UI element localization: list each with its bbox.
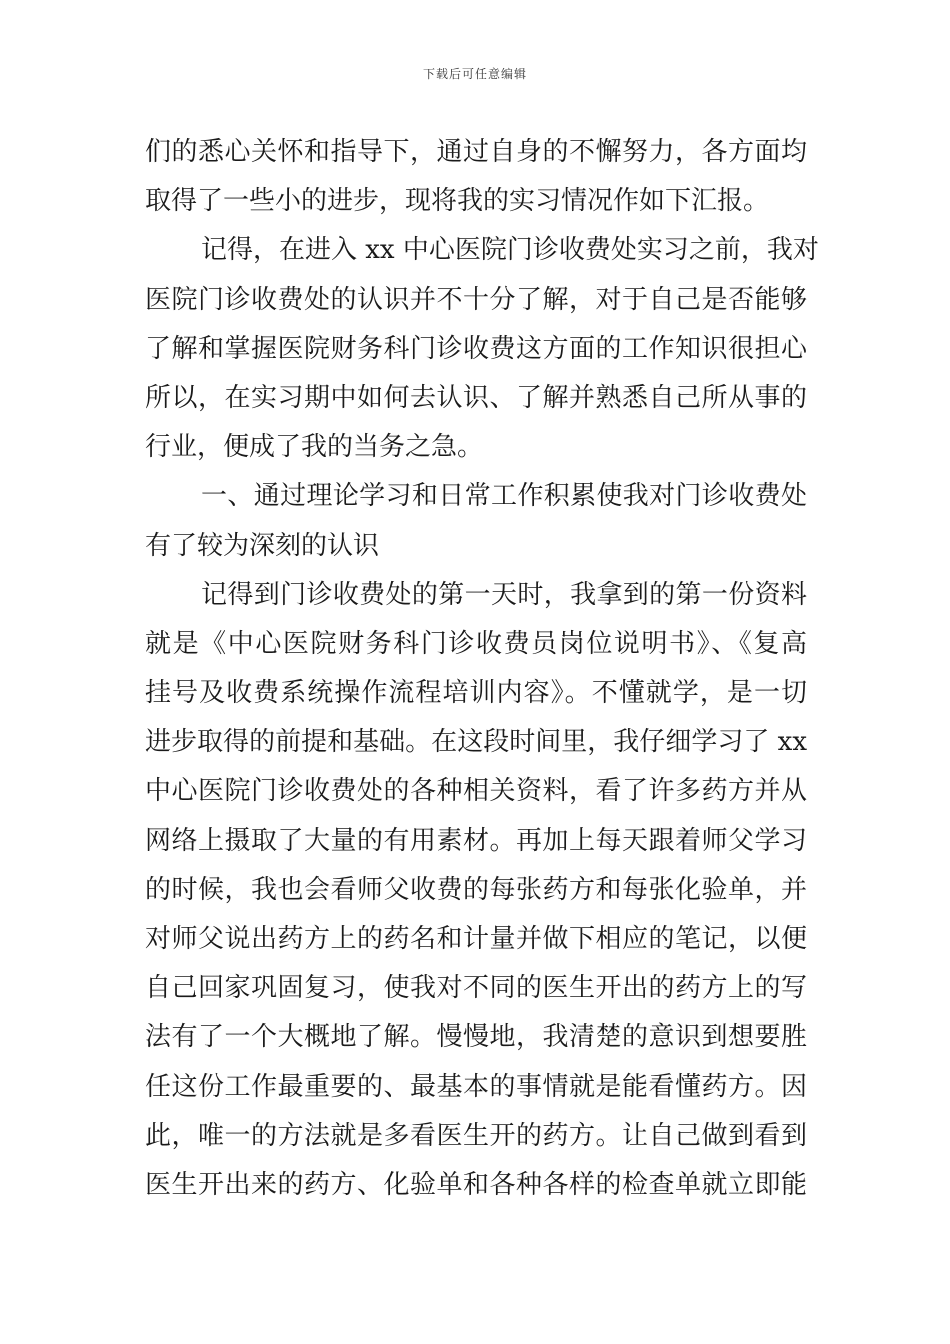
text-line: 中心医院门诊收费处的各种相关资料，看了许多药方并从 — [145, 776, 807, 807]
text-line: 取得了一些小的进步，现将我的实习情况作如下汇报。 — [145, 186, 770, 217]
text-line: 了解和掌握医院财务科门诊收费这方面的工作知识很担心 — [145, 333, 807, 364]
text-line: 们的悉心关怀和指导下，通过自身的不懈努力，各方面均 — [145, 137, 807, 167]
text-line: 记得，在进入 xx 中心医院门诊收费处实习之前，我对 — [201, 235, 819, 266]
text-line: 任这份工作最重要的、最基本的事情就是能看懂药方。因 — [145, 1071, 807, 1102]
section-heading-line: 一、通过理论学习和日常工作积累使我对门诊收费处 — [201, 481, 807, 512]
text-line: 网络上摄取了大量的有用素材。再加上每天跟着师父学习 — [145, 825, 807, 856]
text-line: 行业，便成了我的当务之急。 — [145, 432, 484, 463]
document-body — [145, 128, 819, 1210]
text-line: 此，唯一的方法就是多看医生开的药方。让自己做到看到 — [145, 1120, 807, 1151]
text-line: 就是《中心医院财务科门诊收费员岗位说明书》、《复高 — [145, 628, 807, 659]
text-line: 自己回家巩固复习，使我对不同的医生开出的药方上的写 — [145, 973, 807, 1004]
text-line: 对师父说出药方上的药名和计量并做下相应的笔记，以便 — [145, 924, 807, 954]
text-line: 医生开出来的药方、化验单和各种各样的检查单就立即能 — [145, 1169, 807, 1200]
text-line: 的时候，我也会看师父收费的每张药方和每张化验单，并 — [145, 874, 807, 905]
text-line: 挂号及收费系统操作流程培训内容》。不懂就学，是一切 — [145, 678, 807, 709]
page-header: 下载后可任意编辑 — [422, 67, 527, 81]
text-line: 医院门诊收费处的认识并不十分了解，对于自己是否能够 — [145, 284, 807, 315]
text-line: 记得到门诊收费处的第一天时，我拿到的第一份资料 — [201, 579, 807, 610]
text-line: 所以，在实习期中如何去认识、了解并熟悉自己所从事的 — [145, 382, 807, 413]
text-line: 进步取得的前提和基础。在这段时间里，我仔细学习了 xx — [145, 727, 807, 758]
text-line: 法有了一个大概地了解。慢慢地，我清楚的意识到想要胜 — [145, 1022, 807, 1053]
section-heading-line: 有了较为深刻的认识 — [145, 530, 380, 561]
